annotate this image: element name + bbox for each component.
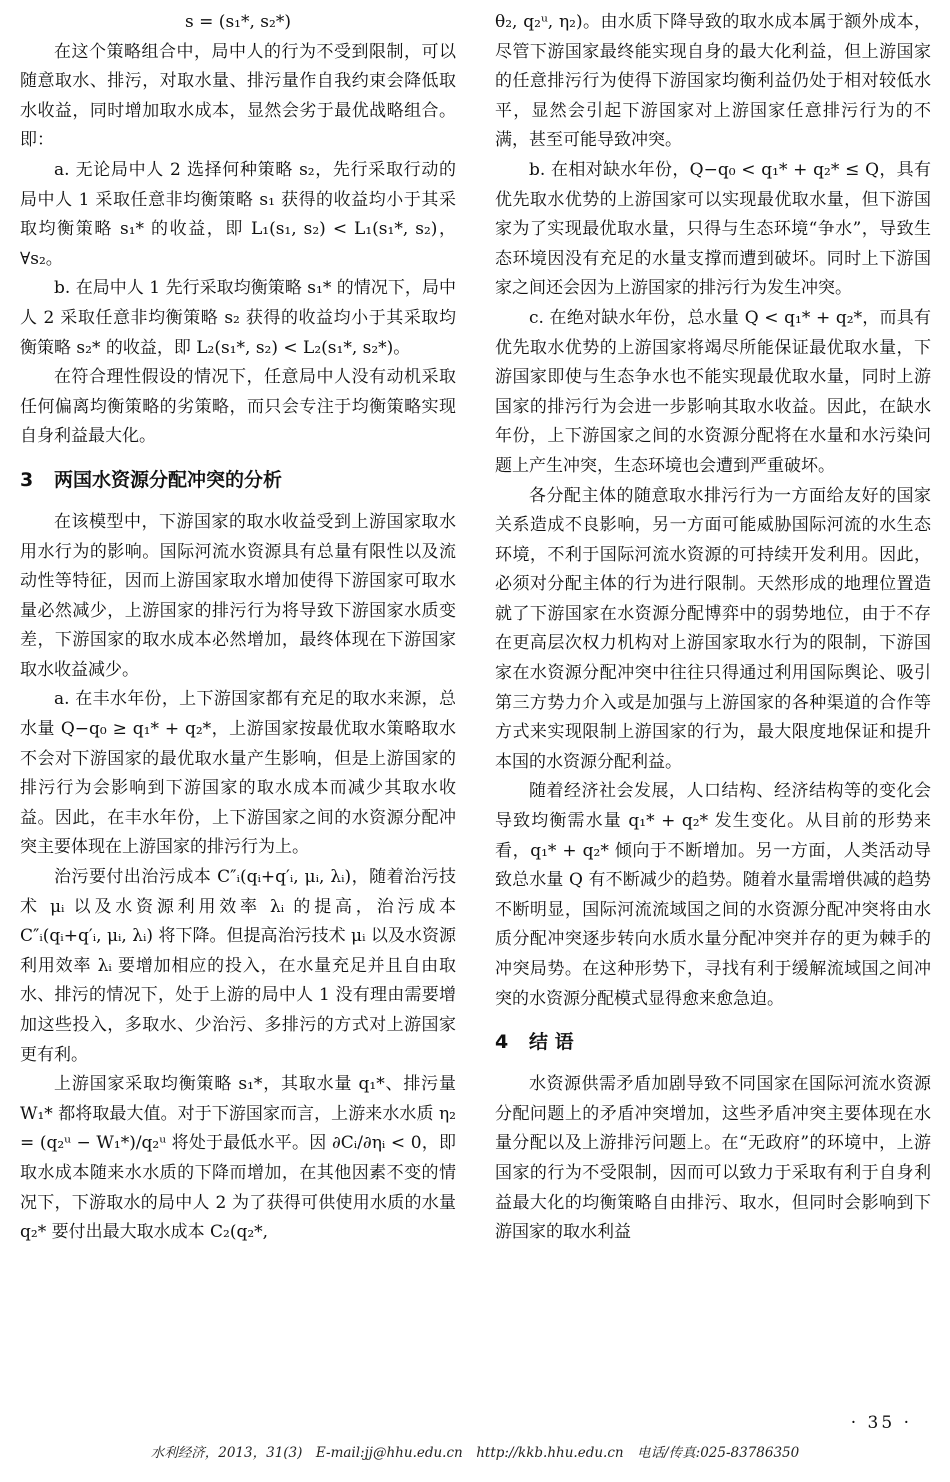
section-number: 3: [20, 468, 34, 491]
paragraph: 在该模型中，下游国家的取水收益受到上游国家取水用水行为的影响。国际河流水资源具有总量有限性以及流动性等特征，因而上游国家取水增加使得下游国家可取水量必然减少，上游国家的排污行为将导致下游国家水质变差，下游国家的取水成本必然增加，最终体现在下游国家取水收益减少。: [20, 511, 456, 680]
section-number: 4: [495, 1031, 509, 1054]
left-column: [20, 8, 456, 1248]
paragraph: c. 在绝对缺水年份，总水量 Q < q₁* + q₂*，而具有优先取水优势的上游国家将竭尽所能保证最优取水量，下游国家即使与生态争水也不能实现最优取水量，同时上游国家的排污行为会进一步影响其取水收益。因此，在缺水年份，上下游国家之间的水资源分配将在水量和水污染问题上产生冲突，生态环境也会遭到严重破坏。: [495, 307, 931, 476]
journal-footer: 水利经济，2013，31(3) E-mail:jj@hhu.edu.cn http://kkb.hhu.edu.cn 电话/传真:025-83786350: [150, 1445, 800, 1461]
paragraph: b. 在相对缺水年份，Q−q₀ < q₁* + q₂* ≤ Q，具有优先取水优势的上游国家可以实现最优取水量，但下游国家为了实现最优取水量，只得与生态环境“争水”，导致生态环境因没有充足的水量支撑而遭到破坏。同时上下游国家之间还会因为上游国家的排污行为发生冲突。: [495, 159, 931, 299]
paragraph: 治污要付出治污成本 C″ᵢ(qᵢ+q′ᵢ, μᵢ, λᵢ)，随着治污技术 μᵢ 以及水资源利用效率 λᵢ 的提高，治污成本 C″ᵢ(qᵢ+q′ᵢ, μᵢ, λᵢ) 将下降。但提高治污技术 μᵢ 以及水资源利用效率 λᵢ 要增加相应的投入，在水量充足并且自由取水、排污的情况下，处于上游的局中人 1 没有理由需要增加这些投入，多取水、少治污、多排污的方式对上游国家更有利。: [20, 867, 456, 1065]
paragraph: 在这个策略组合中，局中人的行为不受到限制，可以随意取水、排污，对取水量、排污量作自我约束会降低取水收益，同时增加取水成本，显然会劣于最优战略组合。即：: [20, 41, 456, 151]
right-column: [495, 8, 931, 1248]
paragraph: 上游国家采取均衡策略 s₁*，其取水量 q₁*、排污量 W₁* 都将取最大值。对于下游国家而言，上游来水水质 η₂ = (q₂ᵘ − W₁*)/q₂ᵘ 将处于最低水平。因 ∂Cᵢ/∂ηᵢ < 0，即取水成本随来水水质的下降而增加，在其他因素不变的情况下，下游取水的局中人 2 为了获得可供使用水质的水量 q₂* 要付出最大取水成本 C₂(q₂*,: [20, 1074, 456, 1243]
paragraph: a. 无论局中人 2 选择何种策略 s₂，先行采取行动的局中人 1 采取任意非均衡策略 s₁ 获得的收益均小于其采取均衡策略 s₁* 的收益，即 L₁(s₁, s₂) < L₁(s₁*, s₂)，∀s₂。: [20, 159, 456, 269]
paragraph: 随着经济社会发展，人口结构、经济结构等的变化会导致均衡需水量 q₁* + q₂* 发生变化。从目前的形势来看，q₁* + q₂* 倾向于不断增加。另一方面，人类活动导致总水量 Q 有不断减少的趋势。随着水量需增供减的趋势不断明显，国际河流流域国之间的水资源分配冲突将由水质分配冲突逐步转向水质水量分配冲突并存的更为棘手的冲突局势。在这种形势下，寻找有利于缓解流域国之间冲突的水资源分配模式显得愈来愈急迫。: [495, 781, 931, 1009]
section-heading: [20, 466, 456, 494]
paragraph: 在符合理性假设的情况下，任意局中人没有动机采取任何偏离均衡策略的劣策略，而只会专注于均衡策略实现自身利益最大化。: [20, 367, 456, 447]
paragraph: θ₂, q₂ᵘ, η₂)。由水质下降导致的取水成本属于额外成本，尽管下游国家最终能实现自身的最大化利益，但上游国家的任意排污行为使得下游国家均衡利益仍处于相对较低水平，显然会引起下游国家对上游国家任意排污行为的不满，甚至可能导致冲突。: [495, 12, 931, 151]
section-title: 结 语: [529, 1031, 574, 1054]
paragraph: 水资源供需矛盾加剧导致不同国家在国际河流水资源分配问题上的矛盾冲突增加，这些矛盾冲突主要体现在水量分配以及上游排污问题上。在“无政府”的环境中，上游国家的行为不受限制，因而可以致力于采取有利于自身利益最大化的均衡策略自由排污、取水，但同时会影响到下游国家的取水利益: [495, 1074, 931, 1243]
section-title: 两国水资源分配冲突的分析: [54, 468, 283, 491]
paragraph: 各分配主体的随意取水排污行为一方面给友好的国家关系造成不良影响，另一方面可能威胁国际河流的水生态环境，不利于国际河流水资源的可持续开发利用。因此，必须对分配主体的行为进行限制。天然形成的地理位置造就了下游国家在水资源分配博弈中的弱势地位，由于不存在更高层次权力机构对上游国家取水行为的限制，下游国家在水资源分配冲突中往往只得通过利用国际舆论、吸引第三方势力介入或是加强与上游国家的各种渠道的合作等方式来实现限制上游国家的行为，最大限度地保证和提升本国的水资源分配利益。: [495, 485, 931, 772]
paragraph: b. 在局中人 1 先行采取均衡策略 s₁* 的情况下，局中人 2 采取任意非均衡策略 s₂ 获得的收益均小于其采取均衡策略 s₂* 的收益，即 L₂(s₁*, s₂) < L₂(s₁*, s₂*)。: [20, 278, 456, 358]
page-number: · 35 ·: [850, 1413, 912, 1433]
section-heading: [495, 1028, 931, 1056]
paragraph: a. 在丰水年份，上下游国家都有充足的取水来源，总水量 Q−q₀ ≥ q₁* + q₂*，上游国家按最优取水策略取水不会对下游国家的最优取水量产生影响，但是上游国家的排污行为会影响到下游国家的取水成本而减少其取水收益。因此，在丰水年份，上下游国家之间的水资源分配冲突主要体现在上游国家的排污行为上。: [20, 689, 456, 858]
strategy-formula: s = (s₁*, s₂*): [185, 12, 291, 32]
